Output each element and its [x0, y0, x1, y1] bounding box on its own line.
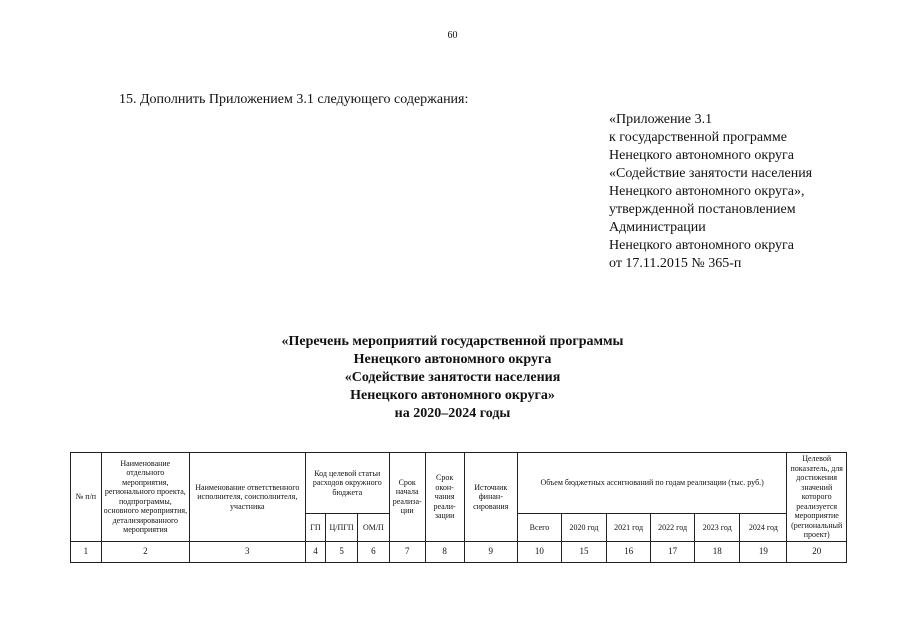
column-number: 6 — [357, 541, 389, 562]
header-volume: Объем бюджетных ассигнований по годам реализации (тыс. руб.) — [517, 453, 787, 514]
appendix-line: Ненецкого автономного округа», — [609, 184, 805, 199]
header-executor: Наименование ответственного исполнителя, соисполнителя, участника — [189, 453, 305, 542]
title-line: Ненецкого автономного округа» — [350, 388, 555, 403]
page-number: 60 — [447, 30, 458, 41]
header-target: Целевой показатель, для достижения значений которого реализуется мероприятие (региональный проект) — [787, 453, 847, 542]
title-line: «Перечень мероприятий государственной программы — [281, 334, 624, 349]
header-num: № п/п — [71, 453, 102, 542]
subheader-code: ОМ/П — [357, 514, 389, 541]
appendix-line: Ненецкого автономного округа — [609, 148, 794, 163]
column-number: 20 — [787, 541, 847, 562]
document-title — [0, 333, 905, 423]
appendix-line: «Приложение 3.1 — [609, 112, 713, 127]
column-number: 7 — [389, 541, 425, 562]
subheader-code: ГП — [305, 514, 326, 541]
subheader-year: 2023 год — [695, 514, 740, 541]
subheader-year: 2021 год — [607, 514, 651, 541]
appendix-line: к государственной программе — [609, 130, 787, 145]
header-end: Срок окон-чания реали-зации — [425, 453, 464, 542]
column-number: 9 — [464, 541, 517, 562]
events-table-container — [70, 452, 847, 563]
subheader-code: Ц/ПГП — [326, 514, 358, 541]
column-number: 16 — [607, 541, 651, 562]
column-number: 18 — [695, 541, 740, 562]
subheader-year: 2024 год — [740, 514, 787, 541]
events-table — [70, 452, 847, 563]
intro-paragraph: 15. Дополнить Приложением 3.1 следующего содержания: — [119, 92, 469, 107]
subheader-year: 2020 год — [561, 514, 606, 541]
column-number: 19 — [740, 541, 787, 562]
subheader-year: 2022 год — [651, 514, 695, 541]
column-number: 10 — [517, 541, 561, 562]
header-source: Источник финан-сирования — [464, 453, 517, 542]
header-budget-code: Код целевой статьи расходов окружного бюджета — [305, 453, 389, 514]
column-number: 2 — [101, 541, 189, 562]
column-number: 8 — [425, 541, 464, 562]
appendix-line: «Содействие занятости населения — [609, 166, 813, 181]
appendix-reference — [609, 111, 812, 273]
title-line: «Содействие занятости населения — [344, 370, 561, 385]
subheader-year: Всего — [517, 514, 561, 541]
title-line: Ненецкого автономного округа — [353, 352, 552, 367]
column-number: 4 — [305, 541, 326, 562]
column-number: 1 — [71, 541, 102, 562]
column-number: 5 — [326, 541, 358, 562]
column-number: 15 — [561, 541, 606, 562]
header-event-name: Наименование отдельного мероприятия, регионального проекта, подпрограммы, основного мероприятия, детализированного мероприятия — [101, 453, 189, 542]
title-line: на 2020–2024 годы — [394, 406, 511, 421]
column-number: 3 — [189, 541, 305, 562]
column-number: 17 — [651, 541, 695, 562]
column-number-row — [71, 541, 847, 562]
appendix-line: Администрации — [609, 220, 706, 235]
appendix-line: от 17.11.2015 № 365-п — [609, 256, 742, 271]
header-start: Срок начала реализа-ции — [389, 453, 425, 542]
appendix-line: утвержденной постановлением — [609, 202, 796, 217]
appendix-line: Ненецкого автономного округа — [609, 238, 794, 253]
